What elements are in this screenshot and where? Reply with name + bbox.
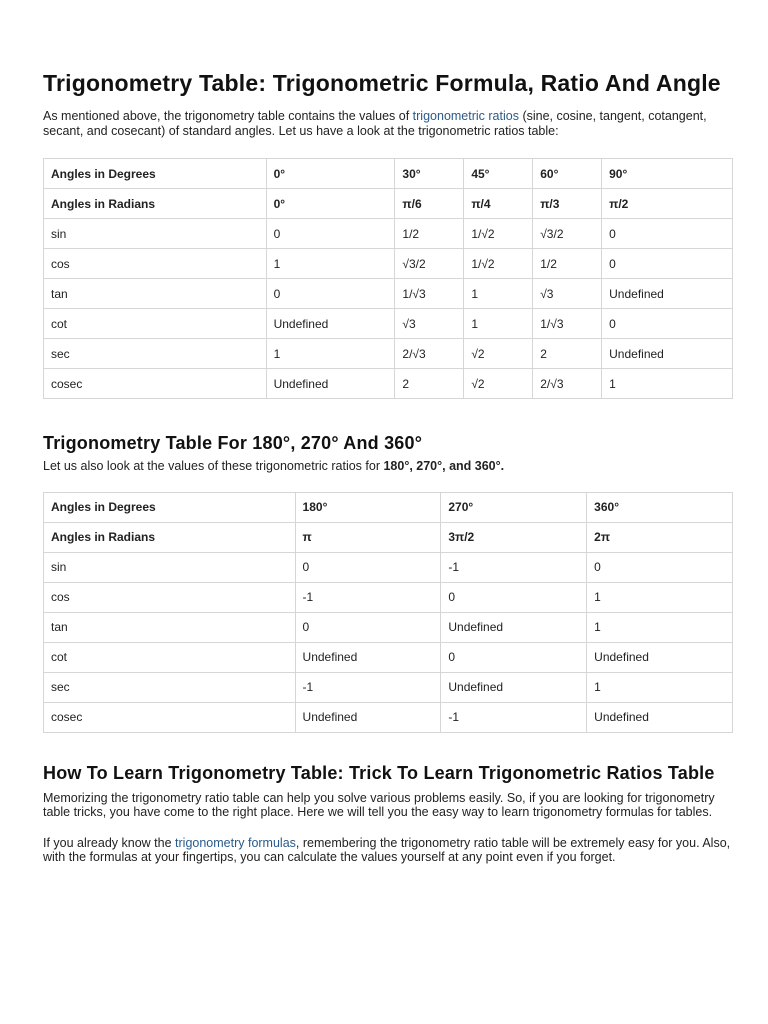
- table-cell: 0°: [266, 189, 395, 219]
- table-cell: Undefined: [587, 642, 733, 672]
- table-cell: 90°: [602, 159, 733, 189]
- table-cell: 1/2: [395, 219, 464, 249]
- section2-intro-paragraph: [43, 459, 732, 474]
- learn-paragraph-1: Memorizing the trigonometry ratio table can help you solve various problems easily. So, if you are looking for trigonometry table tricks, you have come to the right place. Here we will tell you the easy way to learn trigonometry formulas for tables.: [43, 790, 715, 819]
- table-cell: √2: [464, 369, 533, 399]
- row-label-cell: sin: [44, 219, 267, 249]
- table-cell: -1: [441, 552, 587, 582]
- table-cell: Undefined: [266, 309, 395, 339]
- table-row: [44, 189, 733, 219]
- row-label-cell: sec: [44, 339, 267, 369]
- table-cell: 1: [266, 339, 395, 369]
- table-row: [44, 552, 733, 582]
- table-cell: 0: [441, 582, 587, 612]
- table-cell: π/6: [395, 189, 464, 219]
- table-cell: Undefined: [441, 612, 587, 642]
- table-cell: 1: [587, 672, 733, 702]
- table-cell: 1: [266, 249, 395, 279]
- row-label-cell: sin: [44, 552, 296, 582]
- table-cell: π: [295, 522, 441, 552]
- table-cell: -1: [295, 582, 441, 612]
- table-row: [44, 279, 733, 309]
- learn-p2-text-after: , remembering the trigonometry ratio table will be extremely easy for you. Also, with the formulas at your fingertips, you can calculate the values yourself at any point even if you forget.: [43, 835, 731, 864]
- table-cell: 2: [533, 339, 602, 369]
- table-cell: -1: [295, 672, 441, 702]
- table-row: [44, 612, 733, 642]
- table-cell: 1/√3: [533, 309, 602, 339]
- table-cell: 1/√2: [464, 249, 533, 279]
- table-cell: Undefined: [602, 279, 733, 309]
- table-cell: 0: [587, 552, 733, 582]
- table-cell: Undefined: [295, 642, 441, 672]
- table-cell: 0: [266, 279, 395, 309]
- section-heading-180-270-360: Trigonometry Table For 180°, 270° And 360°: [43, 433, 423, 453]
- table-cell: 1: [464, 309, 533, 339]
- row-label-cell: sec: [44, 672, 296, 702]
- table-row: [44, 672, 733, 702]
- table-cell: 1/√3: [395, 279, 464, 309]
- table-cell: π/3: [533, 189, 602, 219]
- row-label-cell: cos: [44, 582, 296, 612]
- table-cell: 0: [441, 642, 587, 672]
- intro-paragraph: [43, 109, 732, 138]
- table-cell: 0: [602, 309, 733, 339]
- table-cell: 0: [602, 249, 733, 279]
- row-label-cell: cot: [44, 309, 267, 339]
- trigonometric-ratios-link[interactable]: trigonometric ratios: [412, 109, 519, 123]
- row-label-cell: tan: [44, 612, 296, 642]
- table-row: [44, 702, 733, 732]
- table-cell: 2: [395, 369, 464, 399]
- table-cell: 180°: [295, 492, 441, 522]
- table-row: [44, 522, 733, 552]
- table-cell: 45°: [464, 159, 533, 189]
- table-cell: 1: [587, 612, 733, 642]
- table-row: [44, 309, 733, 339]
- table-cell: Undefined: [587, 702, 733, 732]
- row-label-cell: cot: [44, 642, 296, 672]
- row-label-cell: cosec: [44, 369, 267, 399]
- table-cell: 1: [464, 279, 533, 309]
- trig-table-standard-angles: [43, 158, 733, 399]
- learn-paragraph-2: [43, 836, 732, 865]
- table-cell: Undefined: [602, 339, 733, 369]
- table-row: [44, 249, 733, 279]
- table-cell: 270°: [441, 492, 587, 522]
- section2-intro-bold: 180°, 270°, and 360°.: [383, 459, 505, 473]
- table-cell: √3: [533, 279, 602, 309]
- table-cell: 1/√2: [464, 219, 533, 249]
- table-row: [44, 642, 733, 672]
- page-title: Trigonometry Table: Trigonometric Formula, Ratio And Angle: [43, 70, 721, 96]
- table-cell: 2/√3: [395, 339, 464, 369]
- table-cell: 3π/2: [441, 522, 587, 552]
- section-heading-how-to-learn: How To Learn Trigonometry Table: Trick To Learn Trigonometric Ratios Table: [43, 762, 715, 783]
- table-row: [44, 159, 733, 189]
- table-cell: Undefined: [295, 702, 441, 732]
- table-cell: 360°: [587, 492, 733, 522]
- row-label-cell: Angles in Degrees: [44, 492, 296, 522]
- table-cell: π/4: [464, 189, 533, 219]
- row-label-cell: cosec: [44, 702, 296, 732]
- table-row: [44, 582, 733, 612]
- table-cell: 0: [266, 219, 395, 249]
- table-row: [44, 369, 733, 399]
- learn-p2-text-before: If you already know the: [43, 835, 176, 850]
- table-row: [44, 492, 733, 522]
- table-cell: 0: [602, 219, 733, 249]
- intro-text-after: (sine, cosine, tangent, cotangent, secant, and cosecant) of standard angles. Let us have a look at the trigonometric ratios table:: [43, 109, 707, 138]
- table-cell: √2: [464, 339, 533, 369]
- trigonometry-formulas-link[interactable]: trigonometry formulas: [175, 835, 296, 850]
- table-cell: Undefined: [266, 369, 395, 399]
- table-cell: 0: [295, 612, 441, 642]
- table-cell: π/2: [602, 189, 733, 219]
- table-cell: 0°: [266, 159, 395, 189]
- section2-intro-text: Let us also look at the values of these trigonometric ratios for: [43, 459, 384, 473]
- table-cell: 0: [295, 552, 441, 582]
- table-cell: √3: [395, 309, 464, 339]
- table-cell: 1: [587, 582, 733, 612]
- intro-text-before: As mentioned above, the trigonometry table contains the values of: [43, 109, 413, 123]
- row-label-cell: Angles in Degrees: [44, 159, 267, 189]
- row-label-cell: Angles in Radians: [44, 189, 267, 219]
- table-cell: √3/2: [533, 219, 602, 249]
- table-cell: 2π: [587, 522, 733, 552]
- table-cell: 60°: [533, 159, 602, 189]
- table-cell: 1: [602, 369, 733, 399]
- table-cell: √3/2: [395, 249, 464, 279]
- row-label-cell: cos: [44, 249, 267, 279]
- row-label-cell: tan: [44, 279, 267, 309]
- table-row: [44, 219, 733, 249]
- table-cell: 1/2: [533, 249, 602, 279]
- table-cell: 2/√3: [533, 369, 602, 399]
- table-row: [44, 339, 733, 369]
- table-cell: 30°: [395, 159, 464, 189]
- table-cell: Undefined: [441, 672, 587, 702]
- row-label-cell: Angles in Radians: [44, 522, 296, 552]
- trig-table-180-270-360: [43, 492, 733, 733]
- table-cell: -1: [441, 702, 587, 732]
